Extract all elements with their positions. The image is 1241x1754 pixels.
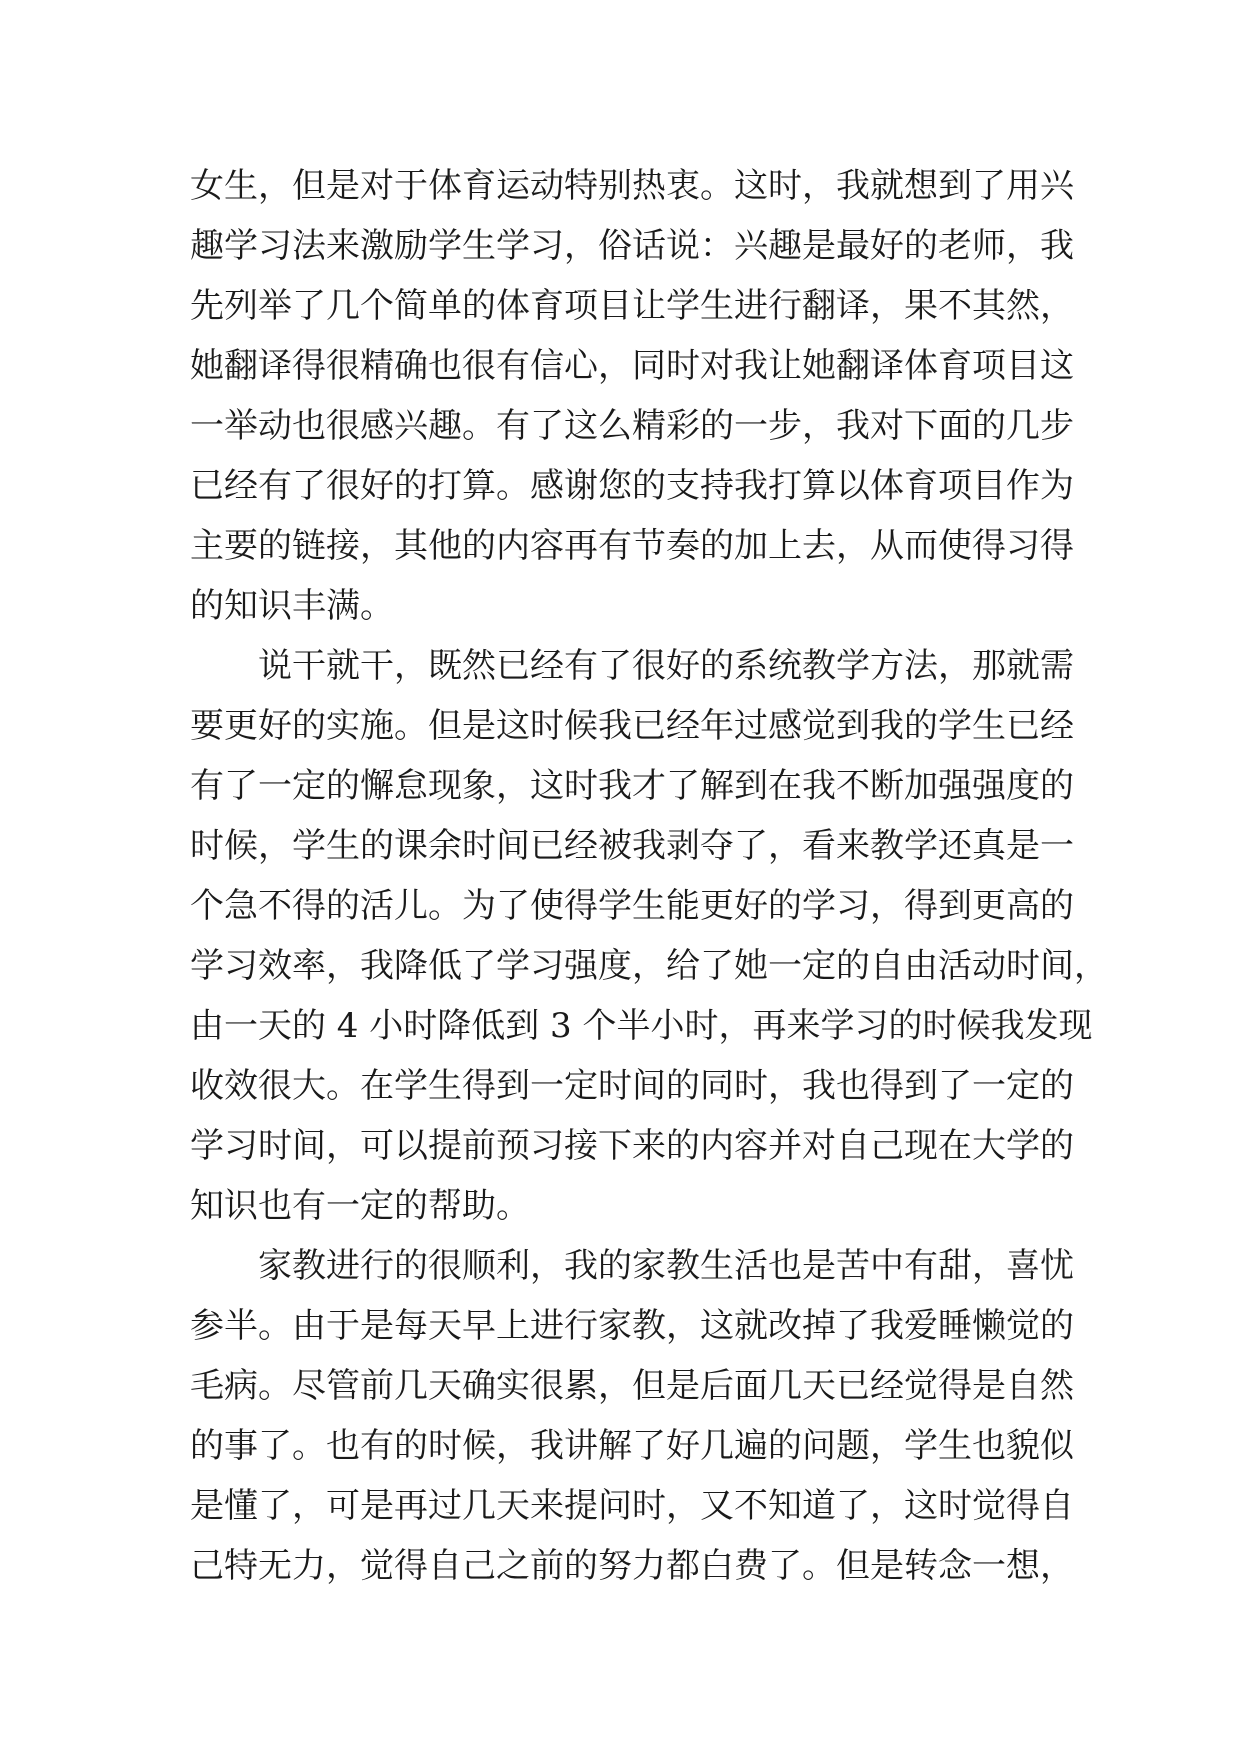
text-line: 有了一定的懈怠现象，这时我才了解到在我不断加强强度的 xyxy=(190,766,1074,806)
text-line: 先列举了几个简单的体育项目让学生进行翻译，果不其然， xyxy=(190,286,1074,326)
text-line: 的事了。也有的时候，我讲解了好几遍的问题，学生也貌似 xyxy=(190,1426,1074,1466)
text-line: 说干就干，既然已经有了很好的系统教学方法，那就需 xyxy=(190,646,1074,686)
text-line: 一举动也很感兴趣。有了这么精彩的一步，我对下面的几步 xyxy=(190,406,1074,446)
text-line: 是懂了，可是再过几天来提问时，又不知道了，这时觉得自 xyxy=(190,1486,1074,1526)
text-line: 学习时间，可以提前预习接下来的内容并对自己现在大学的 xyxy=(190,1126,1074,1166)
text-line: 学习效率，我降低了学习强度，给了她一定的自由活动时间， xyxy=(190,946,1108,986)
text-line: 时候，学生的课余时间已经被我剥夺了，看来教学还真是一 xyxy=(190,826,1074,866)
text-line: 女生，但是对于体育运动特别热衷。这时，我就想到了用兴 xyxy=(190,166,1074,206)
text-line: 参半。由于是每天早上进行家教，这就改掉了我爱睡懒觉的 xyxy=(190,1306,1074,1346)
text-line: 趣学习法来激励学生学习，俗话说：兴趣是最好的老师，我 xyxy=(190,226,1074,266)
text-line: 己特无力，觉得自己之前的努力都白费了。但是转念一想， xyxy=(190,1546,1074,1586)
text-line: 收效很大。在学生得到一定时间的同时，我也得到了一定的 xyxy=(190,1066,1074,1106)
text-line: 主要的链接，其他的内容再有节奏的加上去，从而使得习得 xyxy=(190,526,1074,566)
text-line: 的知识丰满。 xyxy=(190,586,394,626)
text-line: 知识也有一定的帮助。 xyxy=(190,1186,530,1226)
text-line: 要更好的实施。但是这时候我已经年过感觉到我的学生已经 xyxy=(190,706,1074,746)
text-line: 由一天的 4 小时降低到 3 个半小时，再来学习的时候我发现 xyxy=(190,1006,1093,1046)
text-line: 她翻译得很精确也很有信心，同时对我让她翻译体育项目这 xyxy=(190,346,1074,386)
body-text xyxy=(190,156,1108,1596)
text-line: 个急不得的活儿。为了使得学生能更好的学习，得到更高的 xyxy=(190,886,1074,926)
text-line: 已经有了很好的打算。感谢您的支持我打算以体育项目作为 xyxy=(190,466,1074,506)
text-line: 毛病。尽管前几天确实很累，但是后面几天已经觉得是自然 xyxy=(190,1366,1074,1406)
text-line: 家教进行的很顺利，我的家教生活也是苦中有甜，喜忧 xyxy=(190,1246,1074,1286)
